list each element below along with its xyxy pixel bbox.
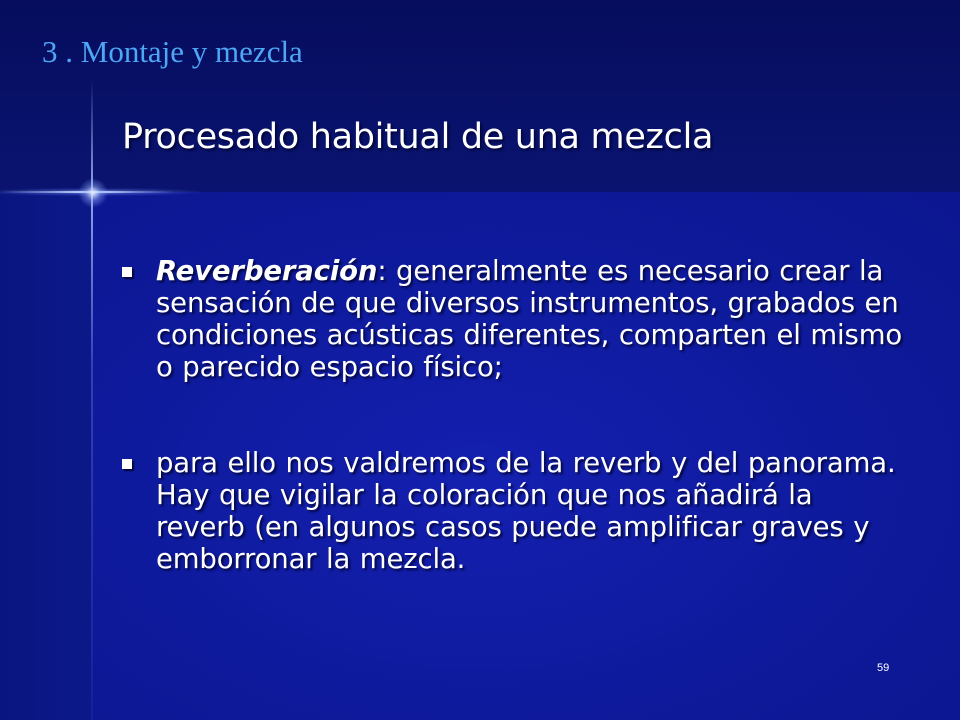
section-title: 3 . Montaje y mezcla bbox=[42, 34, 303, 69]
header-band bbox=[0, 0, 960, 192]
page-number: 59 bbox=[877, 662, 890, 674]
slide-title: Procesado habitual de una mezcla bbox=[122, 117, 714, 157]
bullet-text: : generalmente es necesario crear la sensación de que diversos instrumentos, grabados en condiciones acústicas diferentes, comparten el mismo o parecido espacio físico; bbox=[156, 255, 903, 383]
light-flare-vertical bbox=[91, 80, 93, 720]
light-flare-star-icon bbox=[78, 178, 108, 208]
left-band bbox=[0, 192, 92, 720]
bullet-text: para ello nos valdremos de la reverb y del panorama. Hay que vigilar la coloración que nos añadirá la reverb (en algunos casos puede amplificar graves y emborronar la mezcla. bbox=[156, 447, 896, 575]
bullet-item bbox=[120, 255, 910, 383]
bullet-item bbox=[120, 447, 910, 575]
bullet-term: Reverberación bbox=[156, 255, 378, 287]
bullet-list bbox=[120, 255, 910, 575]
square-bullet-icon bbox=[122, 267, 132, 277]
square-bullet-icon bbox=[122, 459, 132, 469]
